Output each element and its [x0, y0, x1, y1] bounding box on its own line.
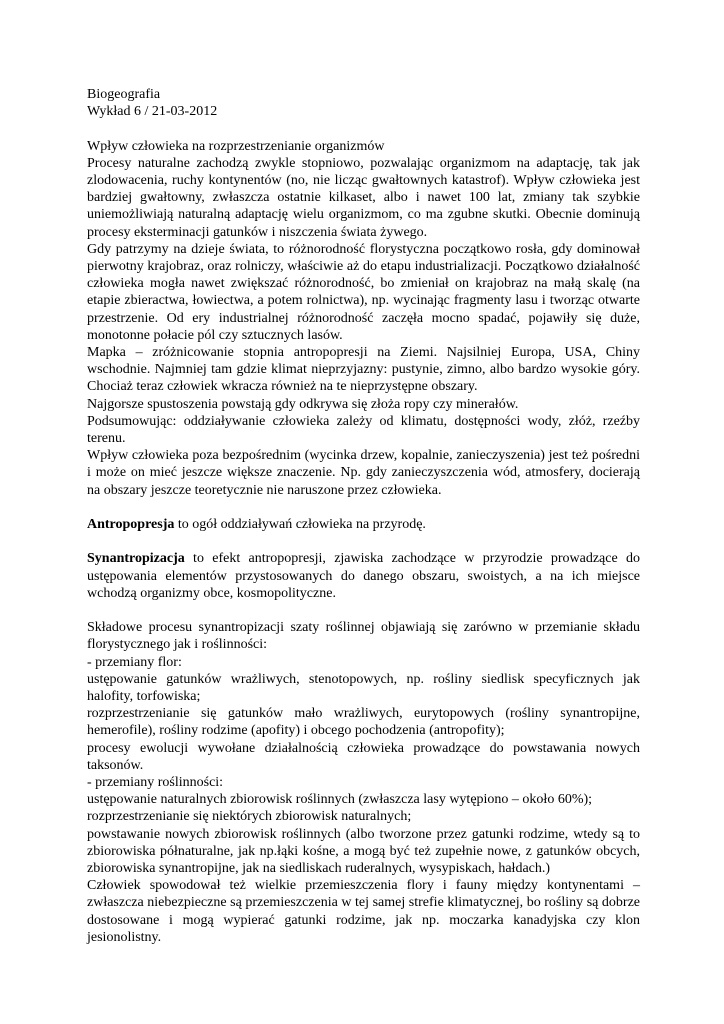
list-heading-vegetation: - przemiany roślinności: — [87, 775, 224, 791]
term-antropopresja: Antropopresja — [87, 517, 175, 533]
spacer — [87, 602, 640, 619]
paragraph: Gdy patrzymy na dzieje świata, to różnorodność florystyczna początkowo rosła, gdy dominował pierwotny krajobraz, oraz rolniczy, właściwie aż do etapu industrializacji. Początkowo działalność człowieka mogła nawet zwiększać różnorodność, bo zmieniał on krajobraz na małą skalę (na etapie zbieractwa, łowiectwa, a potem rolnictwa), np. wycinając fragmenty lasu i tworząc otwarte przestrzenie. Od ery industrialnej różnorodność zaczęła mocno spadać, pojawiły się duże, monotonne połacie pól czy sztucznych lasów. — [87, 241, 640, 343]
course-title: Biogeografia — [87, 87, 161, 102]
list-item: rozprzestrzenianie się gatunków mało wrażliwych, eurytopowych (rośliny synantropijne, hemerofile), rośliny rodzime (apofity) i obcego pochodzenia (antropofity); — [87, 706, 640, 739]
spacer — [87, 533, 640, 550]
paragraph: Składowe procesu synantropizacji szaty roślinnej objawiają się zarówno w przemianie składu florystycznego jak i roślinności: — [87, 620, 640, 653]
spacer — [87, 499, 640, 516]
list-item: ustępowanie gatunków wrażliwych, stenotopowych, np. rośliny siedlisk specyficznych jak halofity, torfowiska; — [87, 671, 640, 705]
list-item: rozprzestrzenianie się niektórych zbiorowisk naturalnych; — [87, 809, 412, 825]
definition-text: to ogół oddziaływań człowieka na przyrodę. — [174, 517, 426, 533]
lecture-info: Wykład 6 / 21-03-2012 — [87, 104, 218, 120]
paragraph: Wpływ człowieka poza bezpośrednim (wycinka drzew, kopalnie, zanieczyszenia) jest też pośredni i może on mieć jeszcze większe znaczenie. Np. gdy zanieczyszczenia wód, atmosfery, docierają na obszary jeszcze teoretycznie nie naruszone przez człowieka. — [87, 448, 640, 498]
definition-antropopresja — [87, 516, 640, 533]
spacer — [87, 120, 640, 137]
definition-text: to efekt antropopresji, zjawiska zachodzące w przyrodzie prowadzące do ustępowania elementów przystosowanych do danego obszaru, swoistych, a na ich miejsce wchodzą organizmy obce, kosmopolityczne. — [87, 551, 640, 601]
list-item: powstawanie nowych zbiorowisk roślinnych (albo tworzone przez gatunki rodzime, wtedy są to zbiorowiska półnaturalne, jak np.łąki kośne, a mogą być też zupełnie nowe, z gatunków obcych, zbiorowiska synantropijne, jak na siedliskach ruderalnych, wysypiskach, hałdach.) — [87, 826, 640, 877]
list-item: procesy ewolucji wywołane działalnością człowieka prowadzące do powstawania nowych taksonów. — [87, 740, 640, 773]
list-heading-flora: - przemiany flor: — [87, 654, 182, 670]
paragraph: Procesy naturalne zachodzą zwykle stopniowo, pozwalając organizmom na adaptację, tak jak zlodowacenia, ruchy kontynentów (no, nie licząc gwałtownych katastrof). Wpływ człowieka jest bardziej gwałtowny, zwłaszcza ostatnie kilkaset, albo i nawet 100 lat, zmiany tak szybkie uniemożliwiają naturalną adaptację wielu organizmom, co ma zgubne skutki. Obecnie dominują procesy eksterminacji gatunków i niszczenia świata żywego. — [87, 155, 640, 240]
paragraph: Najgorsze spustoszenia powstają gdy odkrywa się złoża ropy czy minerałów. — [87, 396, 519, 412]
paragraph: Mapka – zróżnicowanie stopnia antropopresji na Ziemi. Najsilniej Europa, USA, Chiny wschodnie. Najmniej tam gdzie klimat nieprzyjazny: pustynie, zimno, albo bardzo wysokie góry. Chociaż teraz człowiek wkracza również na te nieprzystępne obszary. — [87, 345, 640, 395]
paragraph: Człowiek spowodował też wielkie przemieszczenia flory i fauny między kontynentami – zwłaszcza niebezpieczne są przemieszczenia w tej samej strefie klimatycznej, bo rośliny są dobrze dostosowane i mogą wypierać gatunki rodzime, jak np. moczarka kanadyjska czy klon jesionolistny. — [87, 878, 640, 945]
document-page — [87, 86, 640, 946]
list-item: ustępowanie naturalnych zbiorowisk roślinnych (zwłaszcza lasy wytępiono – około 60%); — [87, 792, 593, 808]
section-title: Wpływ człowieka na rozprzestrzenianie organizmów — [87, 138, 385, 154]
definition-synantropizacja — [87, 550, 640, 602]
paragraph: Podsumowując: oddziaływanie człowieka zależy od klimatu, dostępności wody, złóż, rzeźby terenu. — [87, 413, 640, 447]
term-synantropizacja: Synantropizacja — [87, 551, 185, 567]
